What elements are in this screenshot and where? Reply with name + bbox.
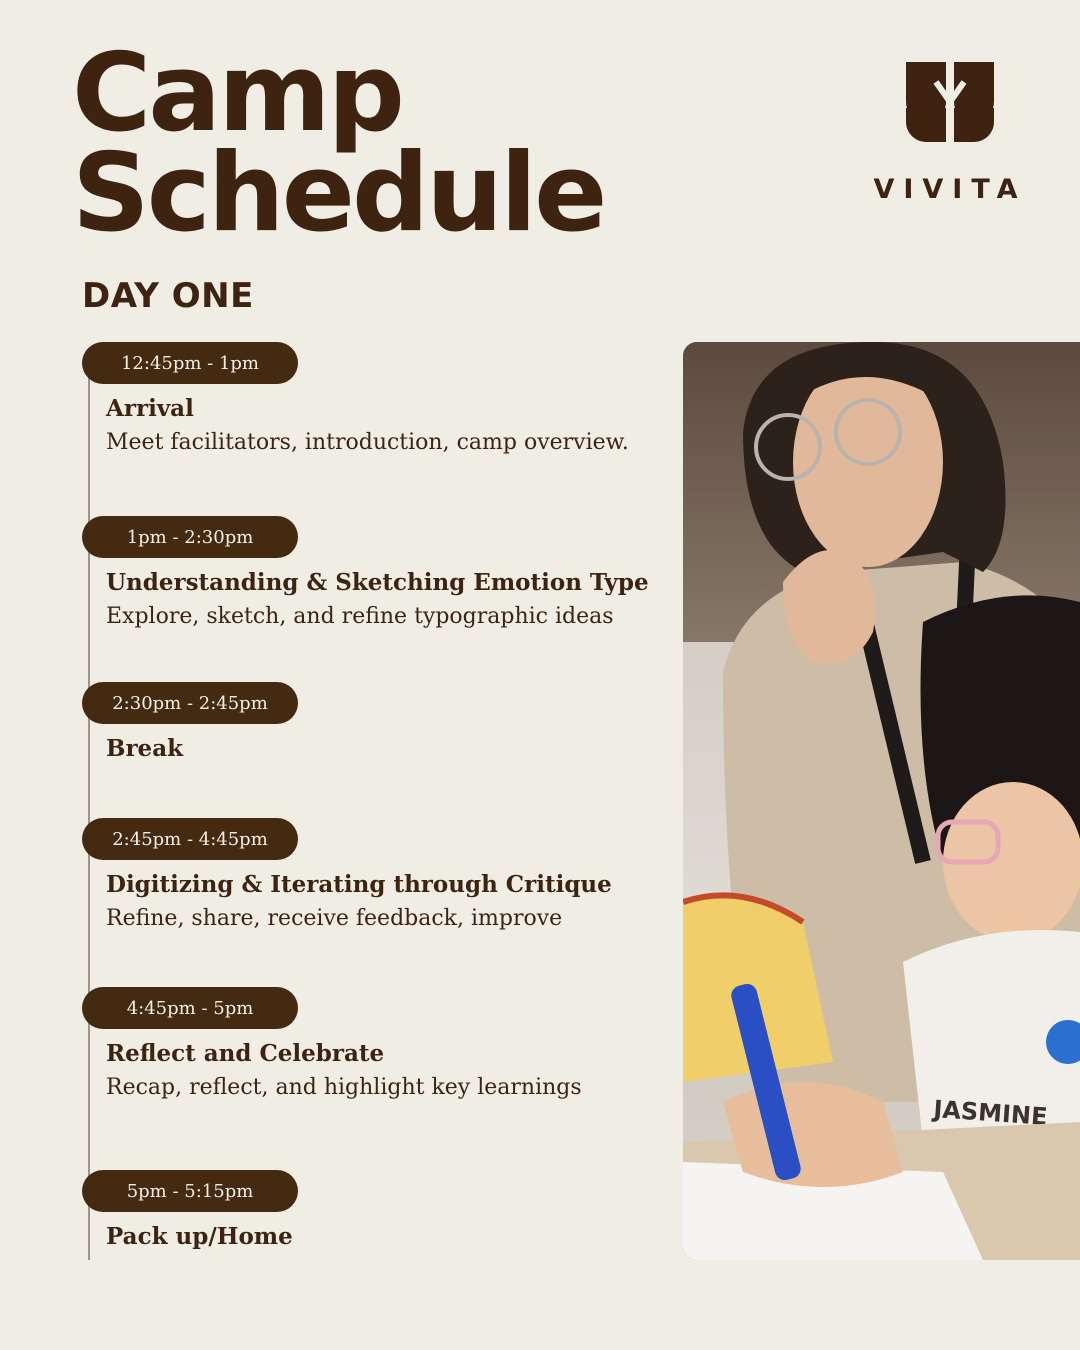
schedule-item-pack-up (82, 1170, 298, 1252)
timeline-line (88, 362, 90, 1260)
title-line-2: Schedule (72, 131, 605, 256)
photo-illustration (683, 342, 1080, 1260)
name-tag-text: JASMINE (932, 1095, 1049, 1131)
item-title: Digitizing & Iterating through Critique (106, 871, 612, 898)
item-description: Recap, reflect, and highlight key learnings (106, 1075, 582, 1100)
schedule-item-break (82, 682, 298, 764)
schedule-item-digitizing (82, 818, 612, 934)
item-title: Pack up/Home (106, 1223, 293, 1250)
title-line-1: Camp (72, 31, 402, 156)
item-title: Understanding & Sketching Emotion Type (106, 569, 649, 596)
item-title: Reflect and Celebrate (106, 1040, 385, 1067)
schedule-item-arrival (82, 342, 629, 458)
item-description: Explore, sketch, and refine typographic ideas (106, 604, 614, 629)
schedule-item-reflect (82, 987, 582, 1103)
time-pill: 5pm - 5:15pm (82, 1170, 298, 1212)
vivita-heart-logo-icon (902, 58, 998, 146)
day-heading: DAY ONE (82, 276, 254, 316)
time-pill: 1pm - 2:30pm (82, 516, 298, 558)
item-description: Meet facilitators, introduction, camp overview. (106, 430, 629, 455)
logo-wordmark: VIVITA (873, 174, 1027, 205)
item-description: Refine, share, receive feedback, improve (106, 906, 563, 931)
time-pill: 12:45pm - 1pm (82, 342, 298, 384)
time-pill: 2:30pm - 2:45pm (82, 682, 298, 724)
item-title: Arrival (106, 395, 194, 422)
camp-photo (683, 342, 1080, 1260)
page-title (72, 31, 605, 256)
item-title: Break (106, 735, 184, 762)
time-pill: 2:45pm - 4:45pm (82, 818, 298, 860)
schedule-item-sketching (82, 516, 649, 632)
time-pill: 4:45pm - 5pm (82, 987, 298, 1029)
